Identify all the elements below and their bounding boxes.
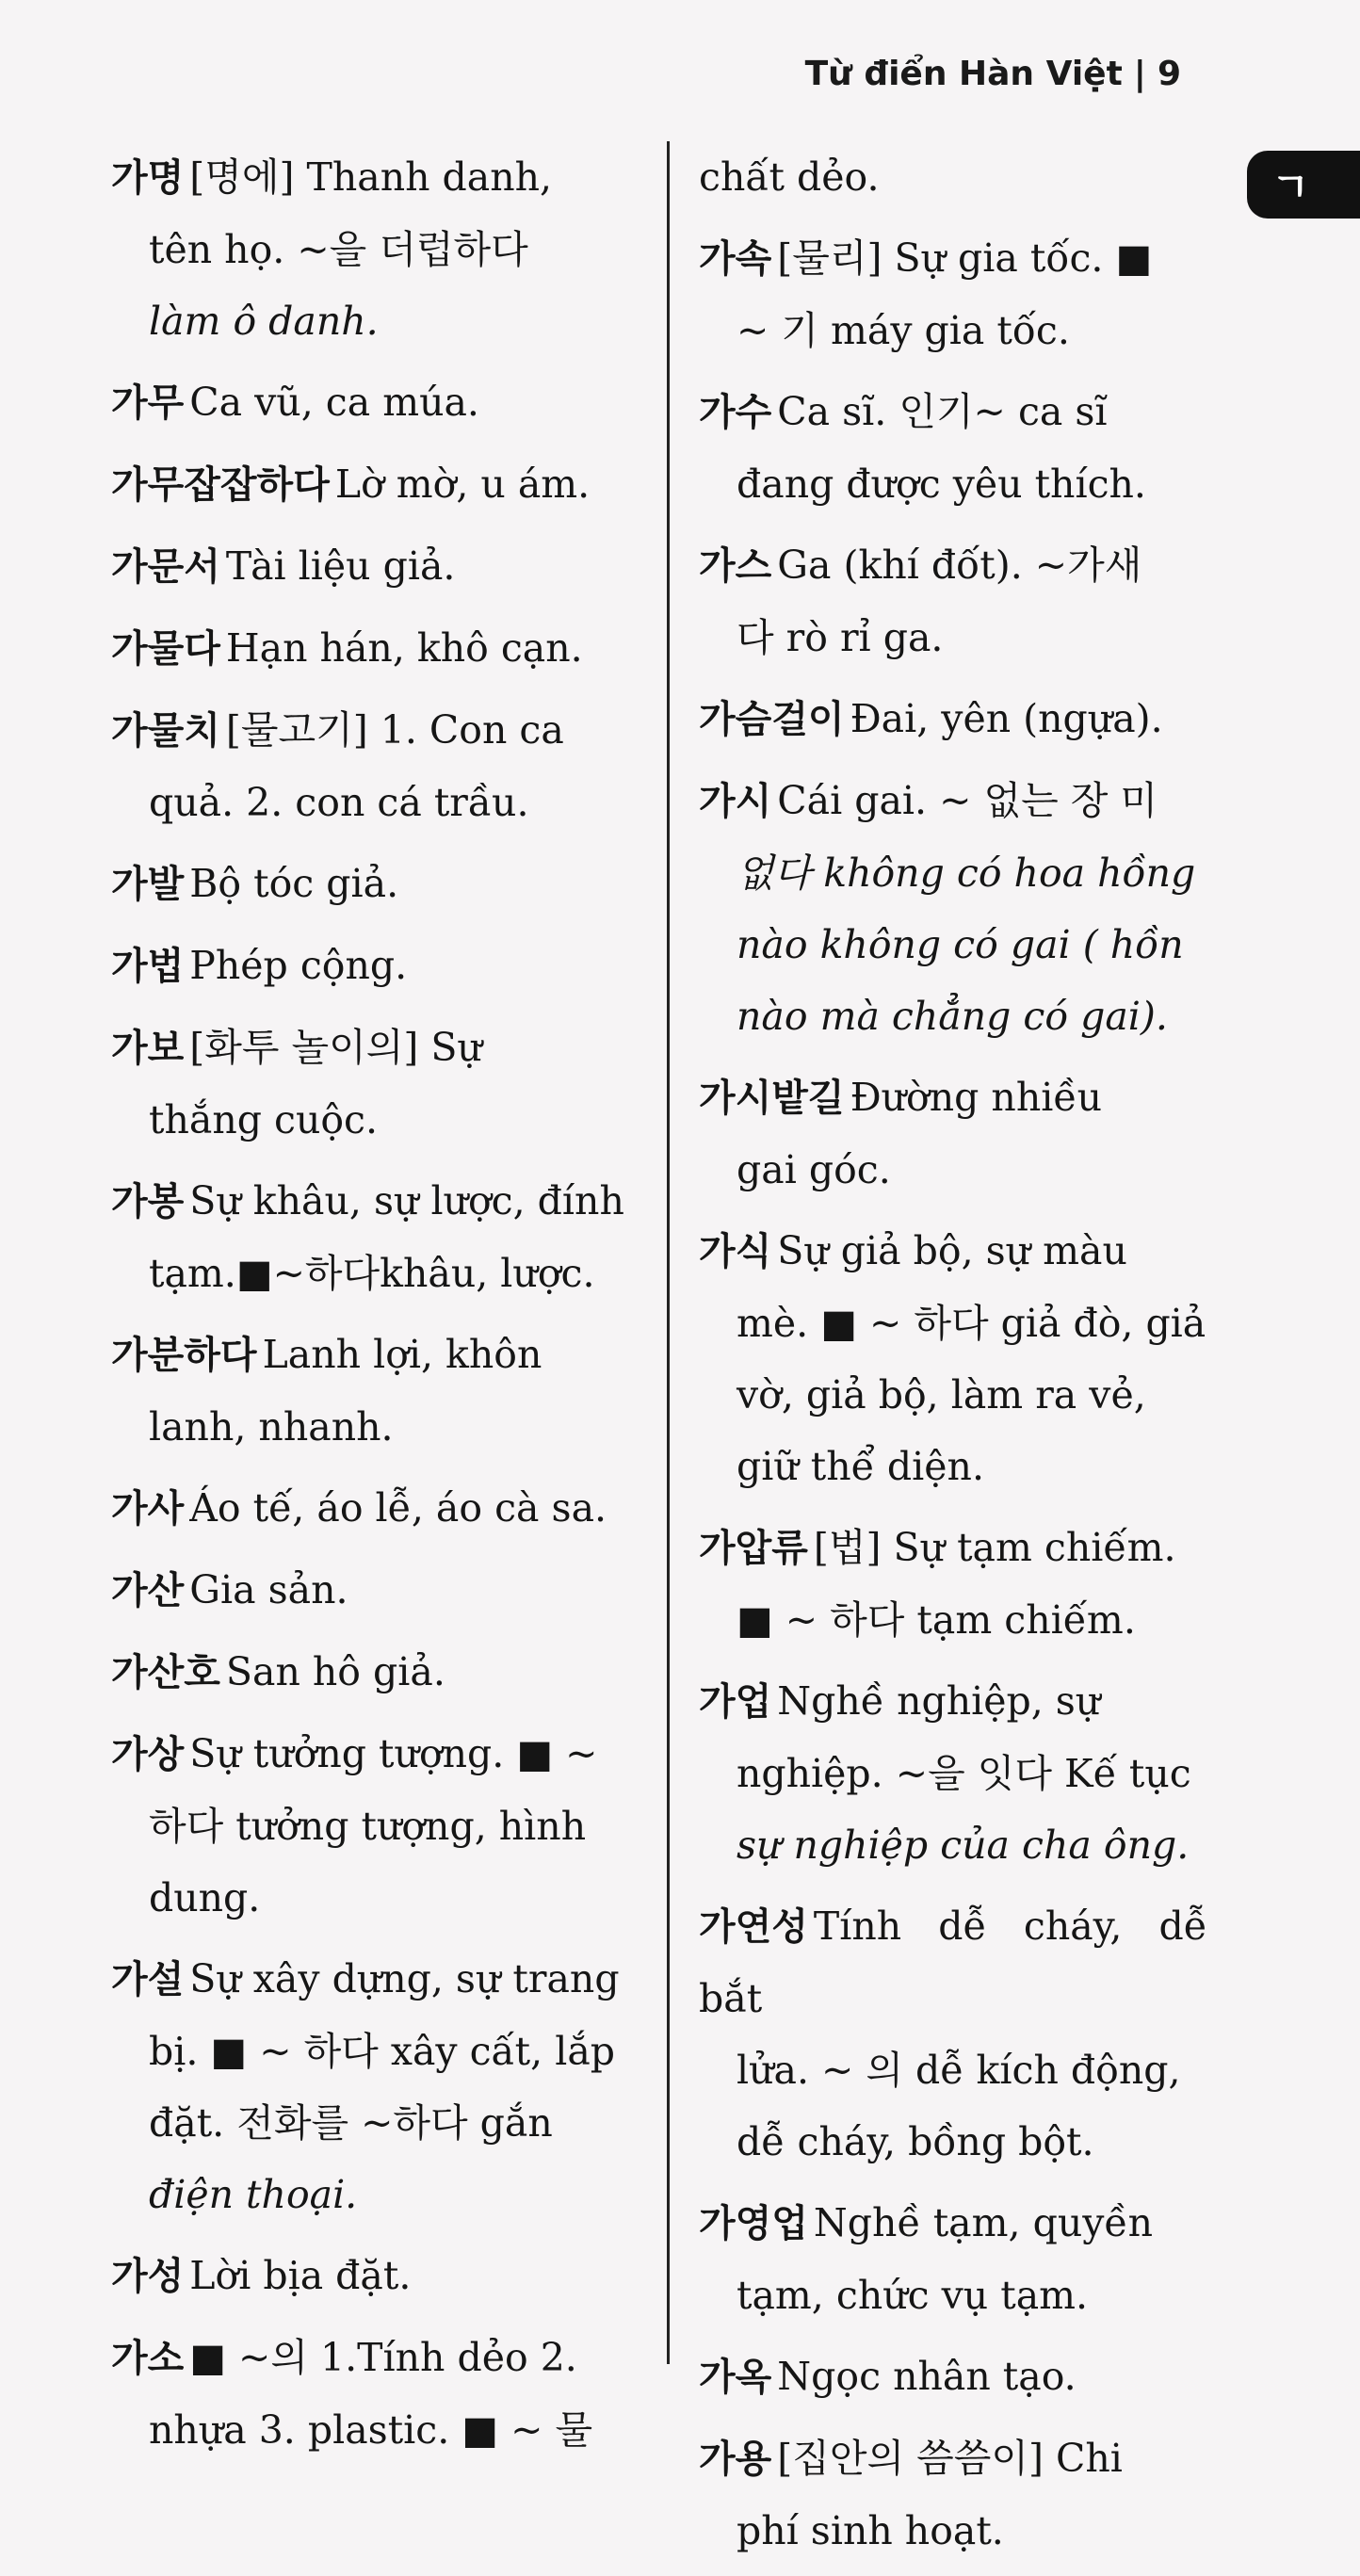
entry-line bbox=[699, 1134, 1207, 1206]
entry-line bbox=[699, 2034, 1207, 2106]
definition-text: Áo tế, áo lễ, áo cà sa. bbox=[189, 1485, 607, 1531]
headword: 가성 bbox=[111, 2255, 185, 2298]
entry-line bbox=[699, 765, 1207, 837]
dictionary-entry bbox=[111, 1165, 639, 1309]
definition-text: [법] Sự tạm chiếm. bbox=[813, 1525, 1176, 1570]
dictionary-entry bbox=[111, 1636, 639, 1709]
headword: 가사 bbox=[111, 1487, 185, 1531]
dictionary-entry bbox=[699, 1061, 1207, 1206]
dictionary-entry bbox=[111, 1718, 639, 1934]
dictionary-entry bbox=[699, 141, 1207, 213]
entry-line bbox=[111, 2240, 639, 2312]
entry-line bbox=[111, 2159, 639, 2230]
headword: 가무잡잡하다 bbox=[111, 463, 330, 507]
headword: 가스 bbox=[699, 544, 772, 588]
definition-text: quả. 2. con cá trầu. bbox=[149, 780, 529, 825]
column-divider bbox=[667, 141, 670, 2364]
dictionary-entry bbox=[111, 694, 639, 838]
entry-line bbox=[111, 1718, 639, 1790]
definition-text: Sự tưởng tượng. ■ ~ bbox=[189, 1731, 598, 1776]
definition-text: Ngọc nhân tạo. bbox=[777, 2354, 1077, 2399]
headword: 가발 bbox=[111, 863, 185, 906]
dictionary-entry bbox=[111, 530, 639, 603]
definition-text: Gia sản. bbox=[189, 1567, 348, 1612]
dictionary-entry bbox=[699, 376, 1207, 520]
definition-text: [화투 놀이의] Sự bbox=[189, 1025, 482, 1070]
entry-line bbox=[111, 1165, 639, 1238]
dictionary-title: Từ điển Hàn Việt bbox=[804, 55, 1123, 93]
entry-line bbox=[111, 141, 639, 214]
definition-text: Tính dễ cháy, dễ bắt bbox=[699, 1904, 1207, 2021]
dictionary-entry bbox=[111, 2322, 639, 2466]
definition-text: thắng cuộc. bbox=[149, 1097, 379, 1142]
definition-text: [물고기] 1. Con ca bbox=[225, 707, 564, 753]
headword: 가무 bbox=[111, 381, 185, 425]
definition-text: Sự giả bộ, sự màu bbox=[777, 1228, 1127, 1273]
definition-text: nào mà chẳng có gai). bbox=[737, 994, 1168, 1039]
definition-text: [물리] Sự gia tốc. ■ bbox=[777, 235, 1153, 281]
definition-text: đang được yêu thích. bbox=[737, 462, 1146, 507]
definition-text: Hạn hán, khô cạn. bbox=[225, 625, 583, 671]
definition-text: gai góc. bbox=[737, 1147, 891, 1192]
dictionary-entry bbox=[111, 366, 639, 439]
dictionary-entry bbox=[111, 2240, 639, 2312]
entry-line bbox=[699, 2422, 1207, 2495]
headword: 가용 bbox=[699, 2438, 772, 2481]
entry-line bbox=[111, 214, 639, 285]
definition-text: Ca vũ, ca múa. bbox=[189, 380, 479, 425]
entry-line bbox=[111, 448, 639, 521]
dictionary-entry bbox=[699, 1215, 1207, 1502]
section-letter: ㄱ bbox=[1271, 164, 1310, 210]
definition-text: Đường nhiều bbox=[850, 1075, 1102, 1120]
dictionary-entry bbox=[111, 612, 639, 685]
definition-text: tạm, chức vụ tạm. bbox=[737, 2273, 1089, 2318]
dictionary-entry bbox=[699, 683, 1207, 755]
headword: 가수 bbox=[699, 391, 772, 434]
dictionary-entry bbox=[699, 1512, 1207, 1656]
left-column bbox=[111, 141, 639, 2475]
entry-line bbox=[111, 1554, 639, 1627]
definition-text: điện thoại. bbox=[149, 2172, 358, 2217]
dictionary-entry bbox=[699, 2422, 1207, 2567]
definition-text: Bộ tóc giả. bbox=[189, 861, 399, 906]
entry-line bbox=[699, 909, 1207, 980]
entry-line bbox=[699, 1809, 1207, 1881]
dictionary-entry bbox=[699, 2341, 1207, 2413]
definition-text: lửa. ~ 의 dễ kích động, bbox=[737, 2048, 1181, 2093]
definition-text: Đai, yên (ngựa). bbox=[850, 696, 1163, 741]
entry-line bbox=[699, 1890, 1207, 2034]
headword: 가상 bbox=[111, 1733, 185, 1776]
entry-line bbox=[111, 1012, 639, 1084]
headword: 가법 bbox=[111, 945, 185, 988]
definition-text: chất dẻo. bbox=[699, 154, 880, 200]
definition-text: mè. ■ ~ 하다 giả đò, giả bbox=[737, 1301, 1206, 1346]
entry-line bbox=[111, 530, 639, 603]
headword: 가영업 bbox=[699, 2202, 808, 2245]
entry-line bbox=[699, 376, 1207, 448]
dictionary-entry bbox=[111, 848, 639, 920]
section-tab-marker bbox=[1247, 151, 1360, 219]
entry-line bbox=[699, 1584, 1207, 1656]
headword: 가속 bbox=[699, 237, 772, 281]
definition-text: sự nghiệp của cha ông. bbox=[737, 1823, 1190, 1868]
definition-text: San hô giả. bbox=[225, 1649, 445, 1694]
headword: 가보 bbox=[111, 1027, 185, 1070]
entry-line bbox=[699, 448, 1207, 520]
entry-line bbox=[111, 930, 639, 1002]
definition-text: Lời bịa đặt. bbox=[189, 2253, 412, 2298]
entry-line bbox=[699, 1665, 1207, 1738]
definition-text: Sự khâu, sự lược, đính bbox=[189, 1178, 624, 1223]
page-header bbox=[805, 55, 1181, 93]
headword: 가문서 bbox=[111, 545, 220, 589]
entry-line bbox=[699, 1431, 1207, 1502]
headword: 가물다 bbox=[111, 627, 220, 671]
headword: 가시 bbox=[699, 780, 772, 823]
dictionary-entry bbox=[699, 1665, 1207, 1881]
entry-line bbox=[111, 1084, 639, 1156]
definition-text: nhựa 3. plastic. ■ ~ 물 bbox=[149, 2407, 593, 2453]
headword: 가물치 bbox=[111, 709, 220, 753]
definition-text: giữ thể diện. bbox=[737, 1444, 984, 1489]
entry-line bbox=[111, 1472, 639, 1545]
headword: 가업 bbox=[699, 1680, 772, 1724]
definition-text: [집안의 씀씀이] Chi bbox=[777, 2436, 1123, 2481]
definition-text: lanh, nhanh. bbox=[149, 1404, 394, 1450]
headword: 가봉 bbox=[111, 1180, 185, 1223]
headword: 가압류 bbox=[699, 1527, 808, 1570]
definition-text: dung. bbox=[149, 1875, 261, 1920]
entry-line bbox=[699, 1288, 1207, 1359]
dictionary-entry bbox=[111, 141, 639, 357]
entry-line bbox=[111, 2087, 639, 2159]
entry-line bbox=[111, 1943, 639, 2016]
right-column bbox=[699, 141, 1207, 2576]
headword: 가분하다 bbox=[111, 1334, 257, 1377]
headword: 가명 bbox=[111, 156, 185, 200]
dictionary-entry bbox=[111, 1554, 639, 1627]
definition-text: đặt. 전화를 ~하다 gắn bbox=[149, 2100, 553, 2146]
entry-line bbox=[111, 2016, 639, 2087]
definition-text: dễ cháy, bồng bột. bbox=[737, 2119, 1094, 2164]
definition-text: tạm.■~하다khâu, lược. bbox=[149, 1251, 595, 1296]
headword: 가설 bbox=[111, 1958, 185, 2001]
entry-line bbox=[699, 1512, 1207, 1584]
definition-text: ■ ~의 1.Tính dẻo 2. bbox=[189, 2335, 577, 2380]
definition-text: tên họ. ~을 더럽하다 bbox=[149, 227, 528, 272]
definition-text: làm ô danh. bbox=[149, 299, 379, 344]
definition-text: Nghề tạm, quyền bbox=[813, 2200, 1154, 2245]
entry-line bbox=[699, 1215, 1207, 1288]
definition-text: Tài liệu giả. bbox=[225, 543, 456, 589]
entry-line bbox=[699, 222, 1207, 295]
entry-line bbox=[699, 980, 1207, 1052]
definition-text: Sự xây dựng, sự trang bbox=[189, 1956, 620, 2001]
dictionary-entry bbox=[111, 1472, 639, 1545]
entry-line bbox=[699, 2187, 1207, 2260]
entry-line bbox=[699, 1061, 1207, 1134]
headword: 가옥 bbox=[699, 2356, 772, 2399]
dictionary-entry bbox=[111, 1012, 639, 1156]
definition-text: ~ 기 máy gia tốc. bbox=[737, 308, 1070, 353]
entry-line bbox=[111, 1238, 639, 1309]
entry-line bbox=[111, 1790, 639, 1862]
definition-text: 하다 tưởng tượng, hình bbox=[149, 1804, 587, 1849]
headword: 가산 bbox=[111, 1569, 185, 1612]
dictionary-entry bbox=[699, 529, 1207, 673]
definition-text: [명에] Thanh danh, bbox=[189, 154, 553, 200]
definition-text: Phép cộng. bbox=[189, 943, 408, 988]
dictionary-entry bbox=[111, 1319, 639, 1463]
headword: 가연성 bbox=[699, 1905, 808, 1949]
headword: 가식 bbox=[699, 1230, 772, 1273]
entry-line bbox=[111, 694, 639, 767]
dictionary-entry bbox=[699, 765, 1207, 1052]
entry-line bbox=[111, 2394, 639, 2466]
entry-line bbox=[111, 1862, 639, 1934]
dictionary-entry bbox=[699, 1890, 1207, 2178]
header-separator: | bbox=[1133, 55, 1146, 93]
entry-line bbox=[699, 1359, 1207, 1431]
headword: 가소 bbox=[111, 2337, 185, 2380]
definition-text: Cái gai. ~ 없는 장 미 bbox=[777, 778, 1158, 823]
definition-text: nào không có gai ( hồn bbox=[737, 922, 1184, 967]
entry-line bbox=[111, 848, 639, 920]
entry-line bbox=[111, 1319, 639, 1391]
entry-line bbox=[699, 2341, 1207, 2413]
definition-text: vờ, giả bộ, làm ra vẻ, bbox=[737, 1372, 1146, 1418]
dictionary-entry bbox=[111, 930, 639, 1002]
dictionary-entry bbox=[111, 448, 639, 521]
entry-line bbox=[111, 767, 639, 838]
entry-line bbox=[699, 141, 1207, 213]
entry-line bbox=[699, 2106, 1207, 2178]
entry-line bbox=[699, 602, 1207, 673]
definition-text: nghiệp. ~을 잇다 Kế tục bbox=[737, 1751, 1191, 1796]
dictionary-entry bbox=[111, 1943, 639, 2230]
entry-line bbox=[111, 1391, 639, 1463]
definition-text: Ga (khí đốt). ~가새 bbox=[777, 543, 1142, 588]
definition-text: Ca sĩ. 인기~ ca sĩ bbox=[777, 389, 1108, 434]
definition-text: phí sinh hoạt. bbox=[737, 2508, 1004, 2553]
definition-text: bị. ■ ~ 하다 xây cất, lắp bbox=[149, 2029, 616, 2074]
page-number: 9 bbox=[1157, 55, 1181, 93]
entry-line bbox=[699, 2495, 1207, 2567]
entry-line bbox=[699, 683, 1207, 755]
definition-text: 없다 không có hoa hồng bbox=[737, 851, 1196, 896]
definition-text: Lanh lợi, khôn bbox=[262, 1332, 542, 1377]
definition-text: 다 rò rỉ ga. bbox=[737, 615, 944, 660]
definition-text: Lờ mờ, u ám. bbox=[334, 462, 591, 507]
entry-line bbox=[111, 612, 639, 685]
entry-line bbox=[111, 2322, 639, 2394]
entry-line bbox=[111, 1636, 639, 1709]
headword: 가슴걸이 bbox=[699, 698, 845, 741]
entry-line bbox=[699, 1738, 1207, 1809]
entry-line bbox=[111, 285, 639, 357]
definition-text: Nghề nghiệp, sự bbox=[777, 1678, 1101, 1724]
entry-line bbox=[699, 529, 1207, 602]
entry-line bbox=[111, 366, 639, 439]
dictionary-entry bbox=[699, 2187, 1207, 2331]
definition-text: ■ ~ 하다 tạm chiếm. bbox=[737, 1597, 1136, 1643]
headword: 가시밭길 bbox=[699, 1077, 845, 1120]
dictionary-entry bbox=[699, 222, 1207, 366]
headword: 가산호 bbox=[111, 1651, 220, 1694]
entry-line bbox=[699, 295, 1207, 366]
entry-line bbox=[699, 2260, 1207, 2331]
entry-line bbox=[699, 837, 1207, 909]
